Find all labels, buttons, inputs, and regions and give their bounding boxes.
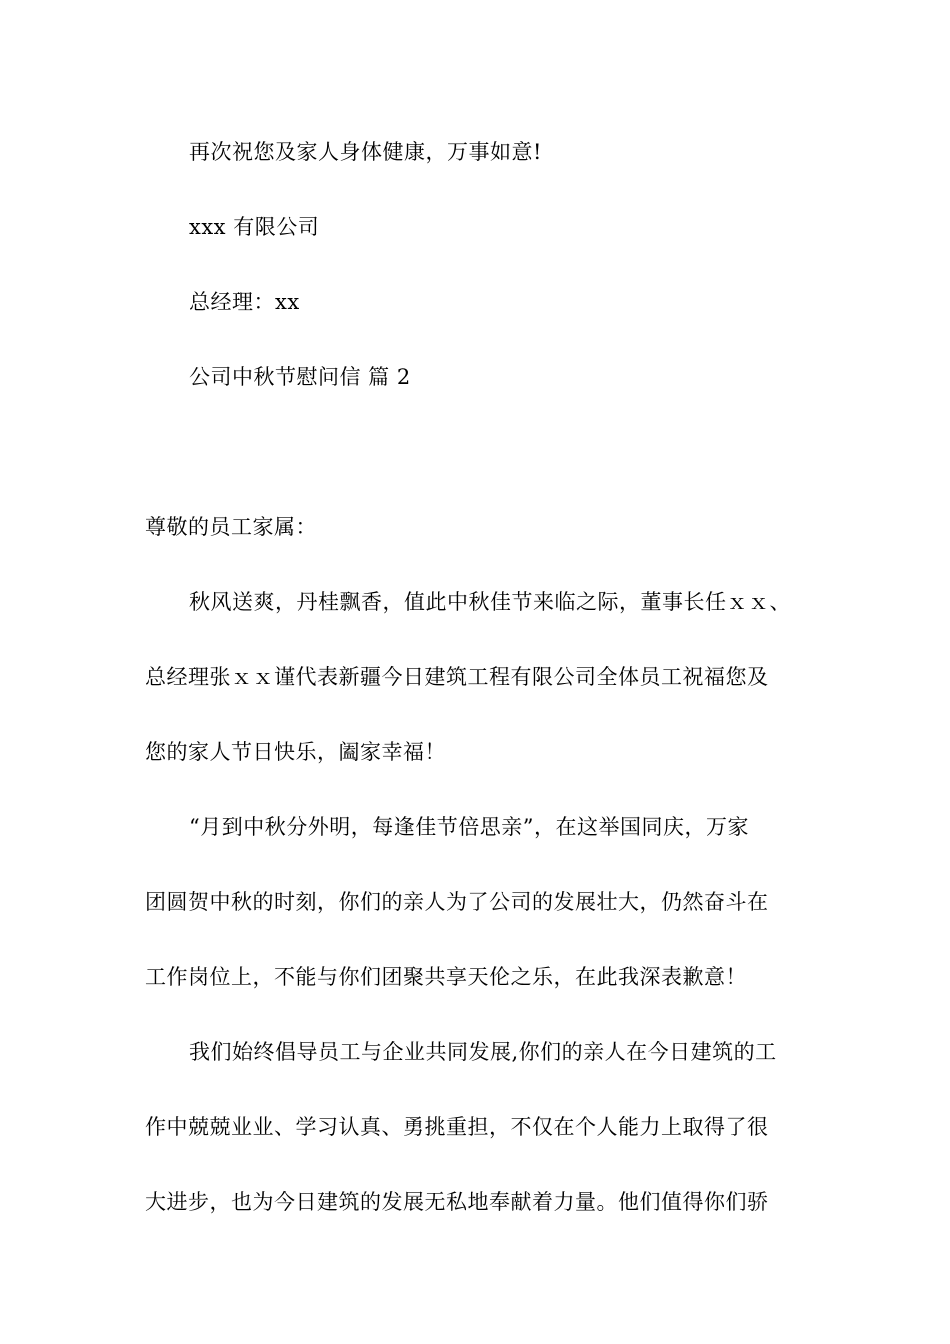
paragraph-line: “月到中秋分外明，每逢佳节倍思亲”，在这举国同庆，万家 [189,815,749,839]
paragraph-line: 工作岗位上，不能与你们团聚共享天伦之乐，在此我深表歉意！ [145,965,747,989]
company-signature: xxx 有限公司 [189,215,320,239]
closing-wish: 再次祝您及家人身体健康，万事如意! [189,140,542,164]
manager-signature: 总经理：xx [189,290,300,314]
paragraph-line: 您的家人节日快乐，阖家幸福！ [145,740,446,764]
paragraph-line: 作中兢兢业业、学习认真、勇挑重担，不仅在个人能力上取得了很 [145,1115,769,1139]
paragraph-line: 团圆贺中秋的时刻，你们的亲人为了公司的发展壮大，仍然奋斗在 [145,890,769,914]
paragraph-line: 大进步，也为今日建筑的发展无私地奉献着力量。他们值得你们骄 [145,1190,769,1214]
letter-heading: 公司中秋节慰问信 篇 2 [189,365,411,389]
paragraph-line: 总经理张ｘｘ谨代表新疆今日建筑工程有限公司全体员工祝福您及 [145,665,769,689]
paragraph-line: 我们始终倡导员工与企业共同发展,你们的亲人在今日建筑的工 [189,1040,777,1064]
paragraph-line: 秋风送爽，丹桂飘香，值此中秋佳节来临之际，董事长任ｘｘ、 [189,590,791,614]
salutation: 尊敬的员工家属： [145,515,317,539]
